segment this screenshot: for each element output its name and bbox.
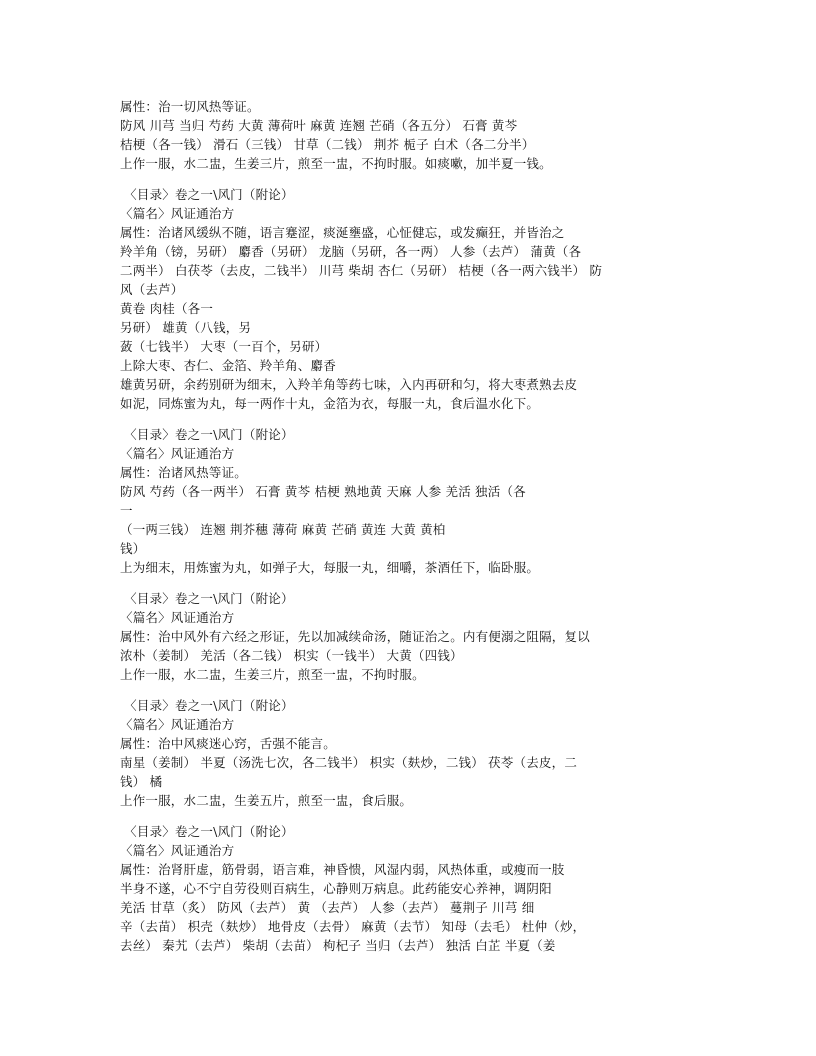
- text-line: 上作一服，水二盅，生姜三片，煎至一盅，不拘时服。: [120, 667, 425, 682]
- text-line: 另研） 雄黄（八钱，另: [120, 320, 252, 335]
- text-line: 〈目录〉卷之一\风门（附论）: [120, 824, 294, 839]
- text-block: [120, 589, 700, 684]
- text-line: 去丝） 秦艽（去芦） 柴胡（去苗） 枸杞子 当归（去芦） 独活 白芷 半夏（姜: [120, 938, 556, 953]
- text-line: 浓朴（姜制） 羌活（各二钱） 枳实（一钱半） 大黄（四钱）: [120, 648, 463, 663]
- text-line: 蔹（七钱半） 大枣（一百个，另研）: [120, 339, 328, 354]
- text-line: 〈目录〉卷之一\风门（附论）: [120, 591, 294, 606]
- text-line: 〈篇名〉风证通治方: [120, 206, 235, 221]
- text-line: 羌活 甘草（炙） 防风（去芦） 黄 （去芦） 人参（去芦） 蔓荆子 川芎 细: [120, 900, 535, 915]
- text-line: 钱） 橘: [120, 774, 163, 789]
- text-line: 防风 芍药（各一两半） 石膏 黄芩 桔梗 熟地黄 天麻 人参 羌活 独活（各: [120, 484, 526, 499]
- text-line: （一两三钱） 连翘 荆芥穗 薄荷 麻黄 芒硝 黄连 大黄 黄柏: [120, 522, 446, 537]
- text-line: 〈篇名〉风证通治方: [120, 446, 235, 461]
- text-line: 南星（姜制） 半夏（汤洗七次，各二钱半） 枳实（麸炒，二钱） 茯苓（去皮，二: [120, 755, 578, 770]
- text-line: 半身不遂，心不宁自劳役则百病生，心静则万病息。此药能安心养神，调阴阳: [120, 881, 552, 896]
- text-line: 钱）: [120, 541, 146, 556]
- text-line: 风（去芦）: [120, 282, 184, 297]
- text-line: 属性：治中风外有六经之形证，先以加减续命汤，随证治之。内有便溺之阻隔，复以: [120, 629, 590, 644]
- text-block: [120, 425, 700, 577]
- text-line: 上为细末，用炼蜜为丸，如弹子大，每服一丸，细嚼，茶酒任下，临卧服。: [120, 560, 540, 575]
- text-line: 辛（去苗） 枳壳（麸炒） 地骨皮（去骨） 麻黄（去节） 知母（去毛） 杜仲（炒，: [120, 919, 586, 934]
- text-line: 〈篇名〉风证通治方: [120, 717, 235, 732]
- text-line: 上除大枣、杏仁、金箔、羚羊角、麝香: [120, 358, 336, 373]
- text-line: 〈目录〉卷之一\风门（附论）: [120, 698, 294, 713]
- text-line: 〈篇名〉风证通治方: [120, 610, 235, 625]
- text-line: 上作一服，水二盅，生姜三片，煎至一盅，不拘时服。如痰嗽，加半夏一钱。: [120, 156, 552, 171]
- text-line: 属性：治诸风热等证。: [120, 465, 248, 480]
- text-line: 羚羊角（镑，另研） 麝香（另研） 龙脑（另研，各一两） 人参（去芦） 蒲黄（各: [120, 244, 582, 259]
- text-line: 属性：治诸风缓纵不随，语言蹇涩，痰涎壅盛，心怔健忘，或发癫狂，并皆治之: [120, 225, 565, 240]
- text-line: 〈目录〉卷之一\风门（附论）: [120, 187, 294, 202]
- text-line: 如泥，同炼蜜为丸，每一两作十丸，金箔为衣，每服一丸，食后温水化下。: [120, 396, 540, 411]
- text-line: 属性：治一切风热等证。: [120, 99, 260, 114]
- text-line: 黄卷 肉桂（各一: [120, 301, 214, 316]
- document-page: [120, 97, 700, 967]
- text-block: [120, 97, 700, 173]
- text-block: [120, 696, 700, 810]
- text-line: 属性：治肾肝虚，筋骨弱，语言难，神昏愦，风湿内弱，风热体重，或瘦而一肢: [120, 862, 565, 877]
- text-line: 属性：治中风痰迷心窍，舌强不能言。: [120, 736, 336, 751]
- text-block: [120, 185, 700, 413]
- text-line: 〈篇名〉风证通治方: [120, 843, 235, 858]
- text-line: 二两半） 白茯苓（去皮，二钱半） 川芎 柴胡 杏仁（另研） 桔梗（各一两六钱半） 防: [120, 263, 603, 278]
- text-line: 雄黄另研，余药别研为细末，入羚羊角等药七味，入内再研和匀，将大枣煮熟去皮: [120, 377, 578, 392]
- text-line: 上作一服，水二盅，生姜五片，煎至一盅，食后服。: [120, 793, 413, 808]
- text-block: [120, 822, 700, 955]
- text-line: 一: [120, 503, 133, 518]
- text-line: 防风 川芎 当归 芍药 大黄 薄荷叶 麻黄 连翘 芒硝（各五分） 石膏 黄芩: [120, 118, 518, 133]
- text-line: 桔梗（各一钱） 滑石（三钱） 甘草（二钱） 荆芥 栀子 白术（各二分半）: [120, 137, 535, 152]
- text-line: 〈目录〉卷之一\风门（附论）: [120, 427, 294, 442]
